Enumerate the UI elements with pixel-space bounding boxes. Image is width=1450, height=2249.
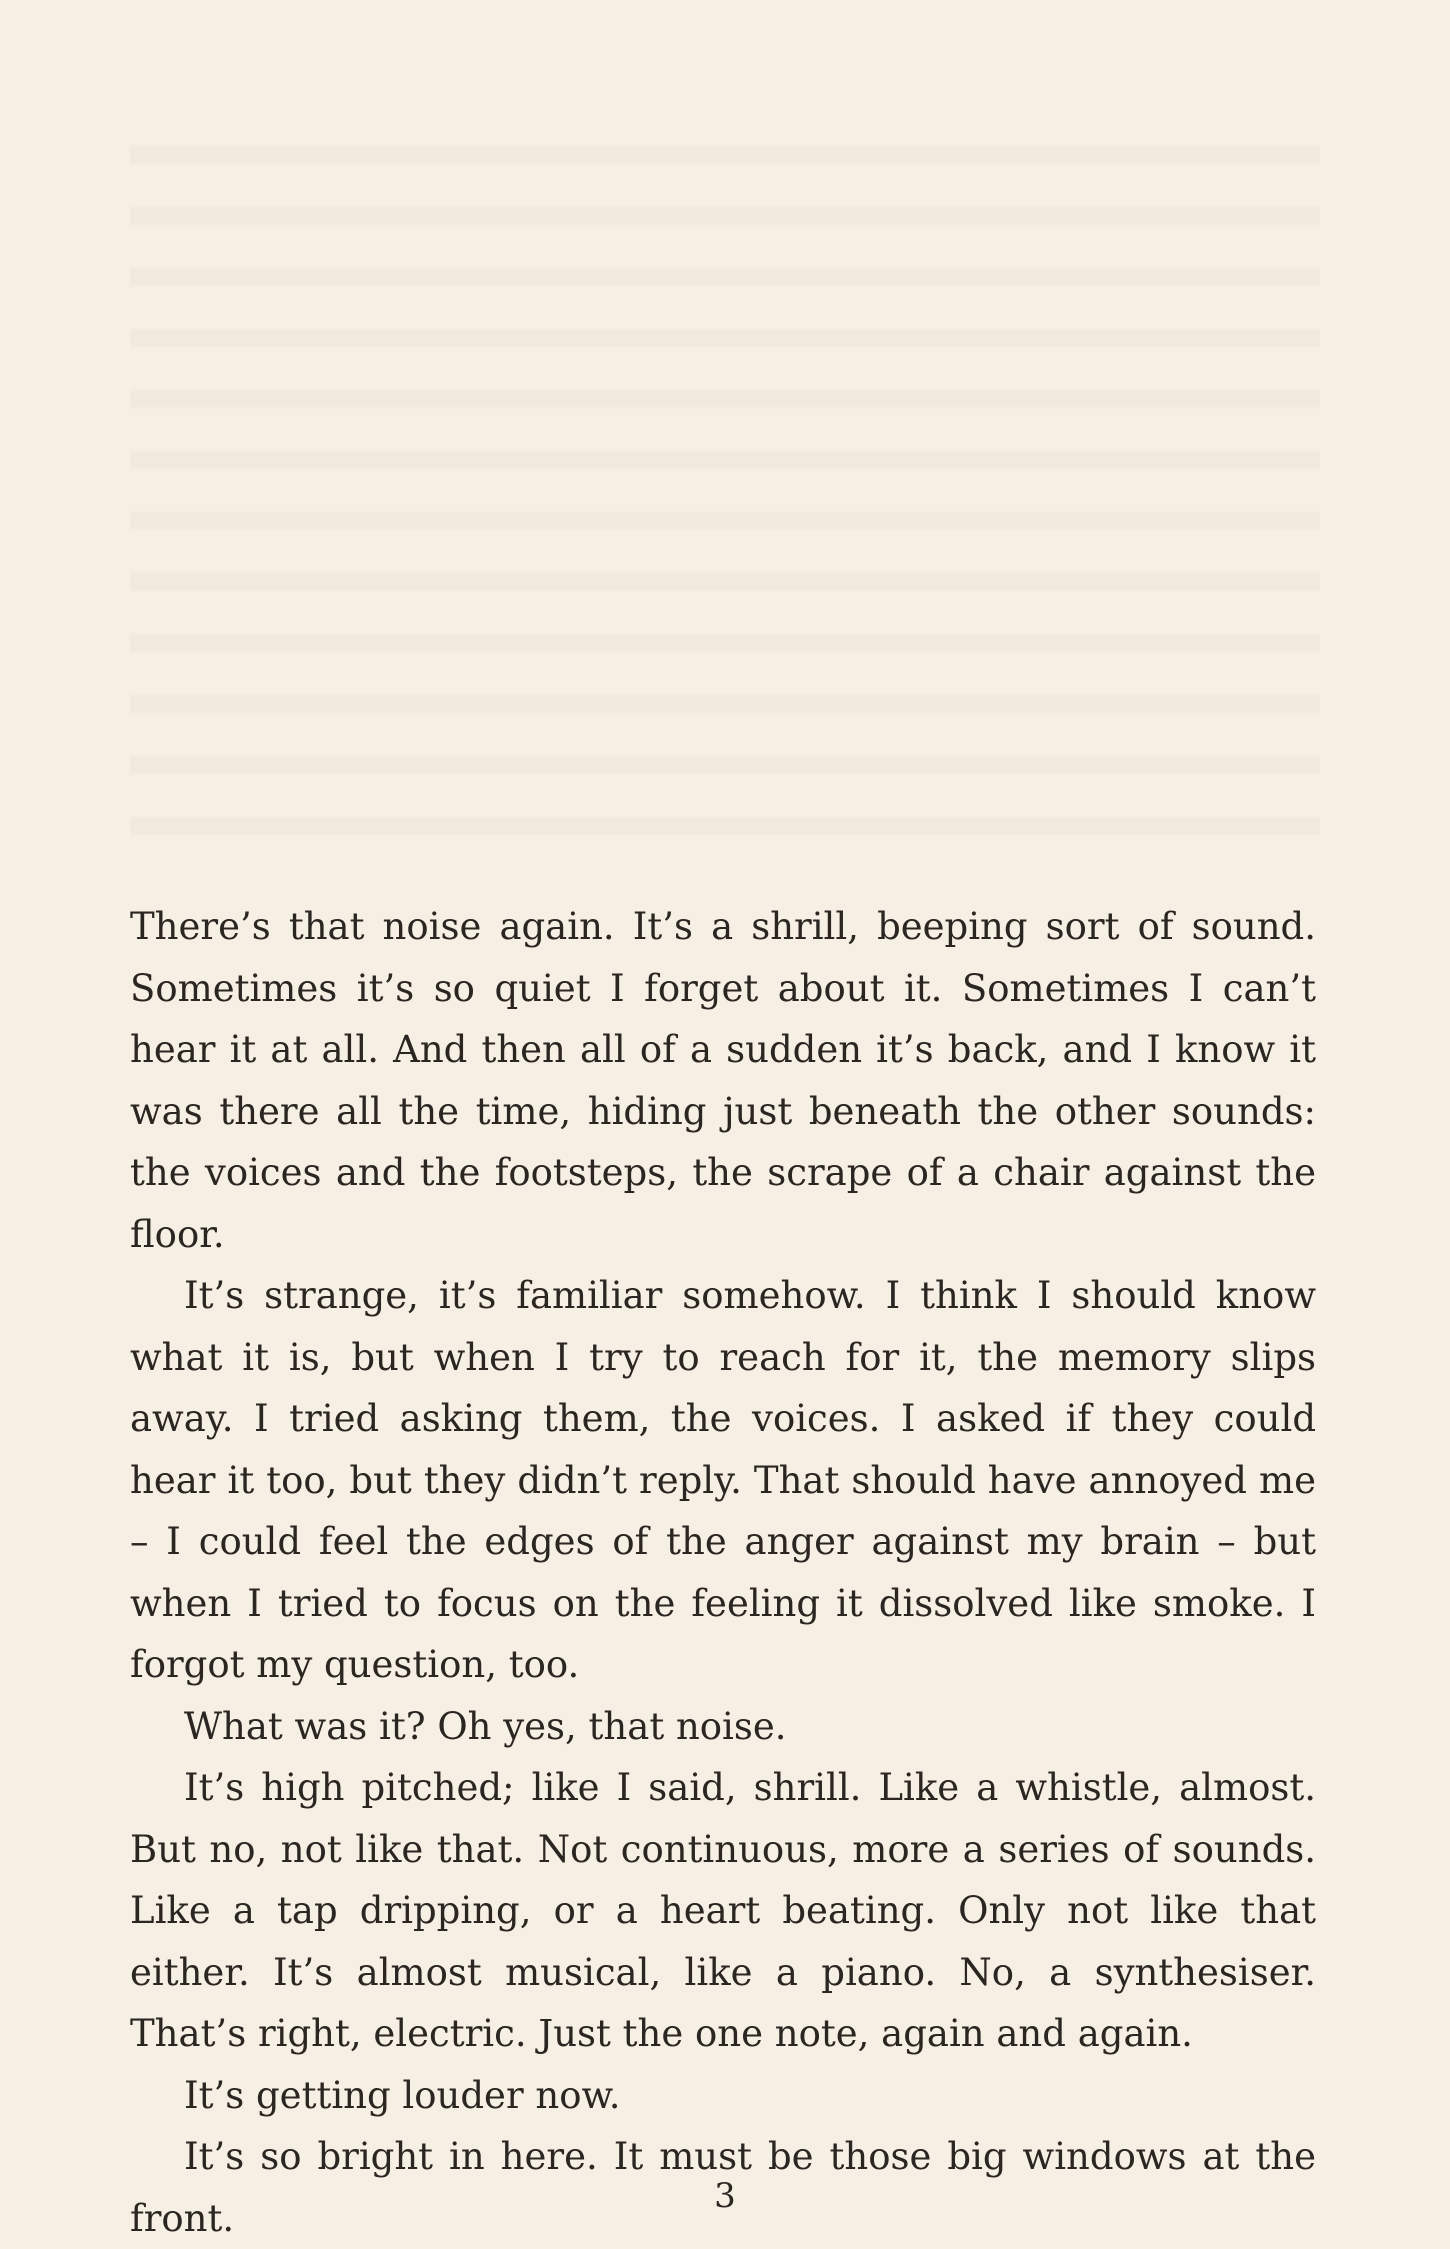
body-text <box>130 896 1316 2249</box>
paragraph-4: It’s high pitched; like I said, shrill. Like a whistle, almost. But no, not like that. Not continuous, more a series of sounds. Like a tap dripping, or a heart beating. Only not like that either. It’s almost musical, like a piano. No, a synthesiser. That’s right, electric. Just the one note, again and again. <box>130 1766 1316 2055</box>
paragraph-6: It’s so bright in here. It must be those big windows at the front. <box>130 2135 1316 2240</box>
paragraph-3: What was it? Oh yes, that noise. <box>184 1704 787 1748</box>
paragraph-1: There’s that noise again. It’s a shrill, beeping sort of sound. Sometimes it’s so quiet I forget about it. Sometimes I can’t hear it at all. And then all of a sudden it’s back, and I know it was there all the time, hiding just beneath the other sounds: the voices and the footsteps, the scrape of a chair against the floor. <box>130 905 1316 1256</box>
page-number: 3 <box>714 2176 736 2216</box>
show-through-texture <box>130 110 1320 850</box>
paragraph-5: It’s getting louder now. <box>184 2073 621 2117</box>
paragraph-2: It’s strange, it’s familiar somehow. I think I should know what it is, but when I try to reach for it, the memory slips away. I tried asking them, the voices. I asked if they could hear it too, but they didn’t reply. That should have annoyed me – I could feel the edges of the anger against my brain – but when I tried to focus on the feeling it dissolved like smoke. I forgot my question, too. <box>130 1274 1316 1686</box>
